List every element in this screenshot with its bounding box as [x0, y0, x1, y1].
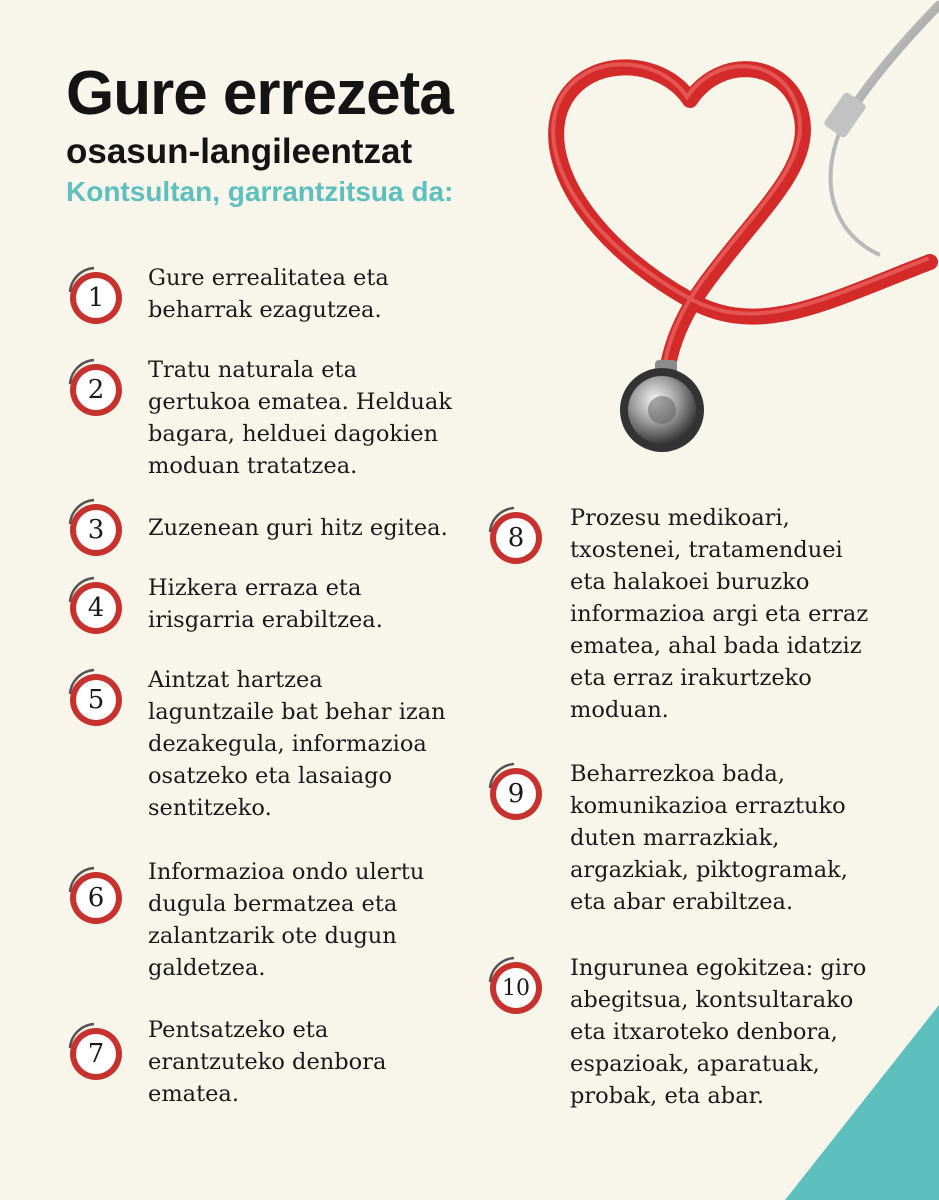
number-badge: 5	[64, 664, 128, 728]
infographic-page: Gure errezeta osasun-langileentzat Kontsultan, garrantzitsua da: 1 Gure errealitatea eta beharrak ezagutzea. 2 Tratu naturala eta gertukoa ematea. Helduak bagara, helduei dagokien moduan tratatzea. 3 Zuzenean guri hitz egitea. 4 Hizkera erraza eta irisgarria erabiltzea. 5 Aintzat hartzea laguntzaile bat behar izan dezakegula, informazioa osatzeko eta lasaiago sentitzeko. 6 Informazioa ondo ulertu dugula bermatzea eta zalantzarik ote dugun galdetzea. 7 Pentsatzeko eta erantzuteko denbora ematea. 8 Prozesu medikoari, txostenei, tratamenduei eta halakoei buruzko informazioa argi eta erraz ematea, ahal bada idatziz eta erraz irakurtzeko moduan. 9 Beharrezkoa bada, komunikazioa erraztuko duten marrazkiak, argazkiak, piktogramak, eta abar erabiltzea. 10 Ingurunea egokitzea: giro abegitsua, kontsultarako eta itxaroteko denbora, espazioak, aparatuak, probak, eta abar.	[0, 0, 939, 1200]
number-badge: 4	[64, 572, 128, 636]
number-badge: 1	[64, 262, 128, 326]
page-title: Gure errezeta	[66, 59, 453, 128]
intro-kicker: Kontsultan, garrantzitsua da:	[66, 176, 454, 207]
number-badge: 6	[64, 862, 128, 926]
number-badge: 9	[484, 758, 548, 822]
number-badge: 8	[484, 502, 548, 566]
number-badge: 3	[64, 494, 128, 558]
number-badge: 7	[64, 1018, 128, 1082]
page-subtitle: osasun-langileentzat	[66, 132, 413, 171]
number-badge: 2	[64, 354, 128, 418]
number-badge: 10	[484, 952, 548, 1016]
stethoscope-heart-icon	[480, 0, 939, 470]
